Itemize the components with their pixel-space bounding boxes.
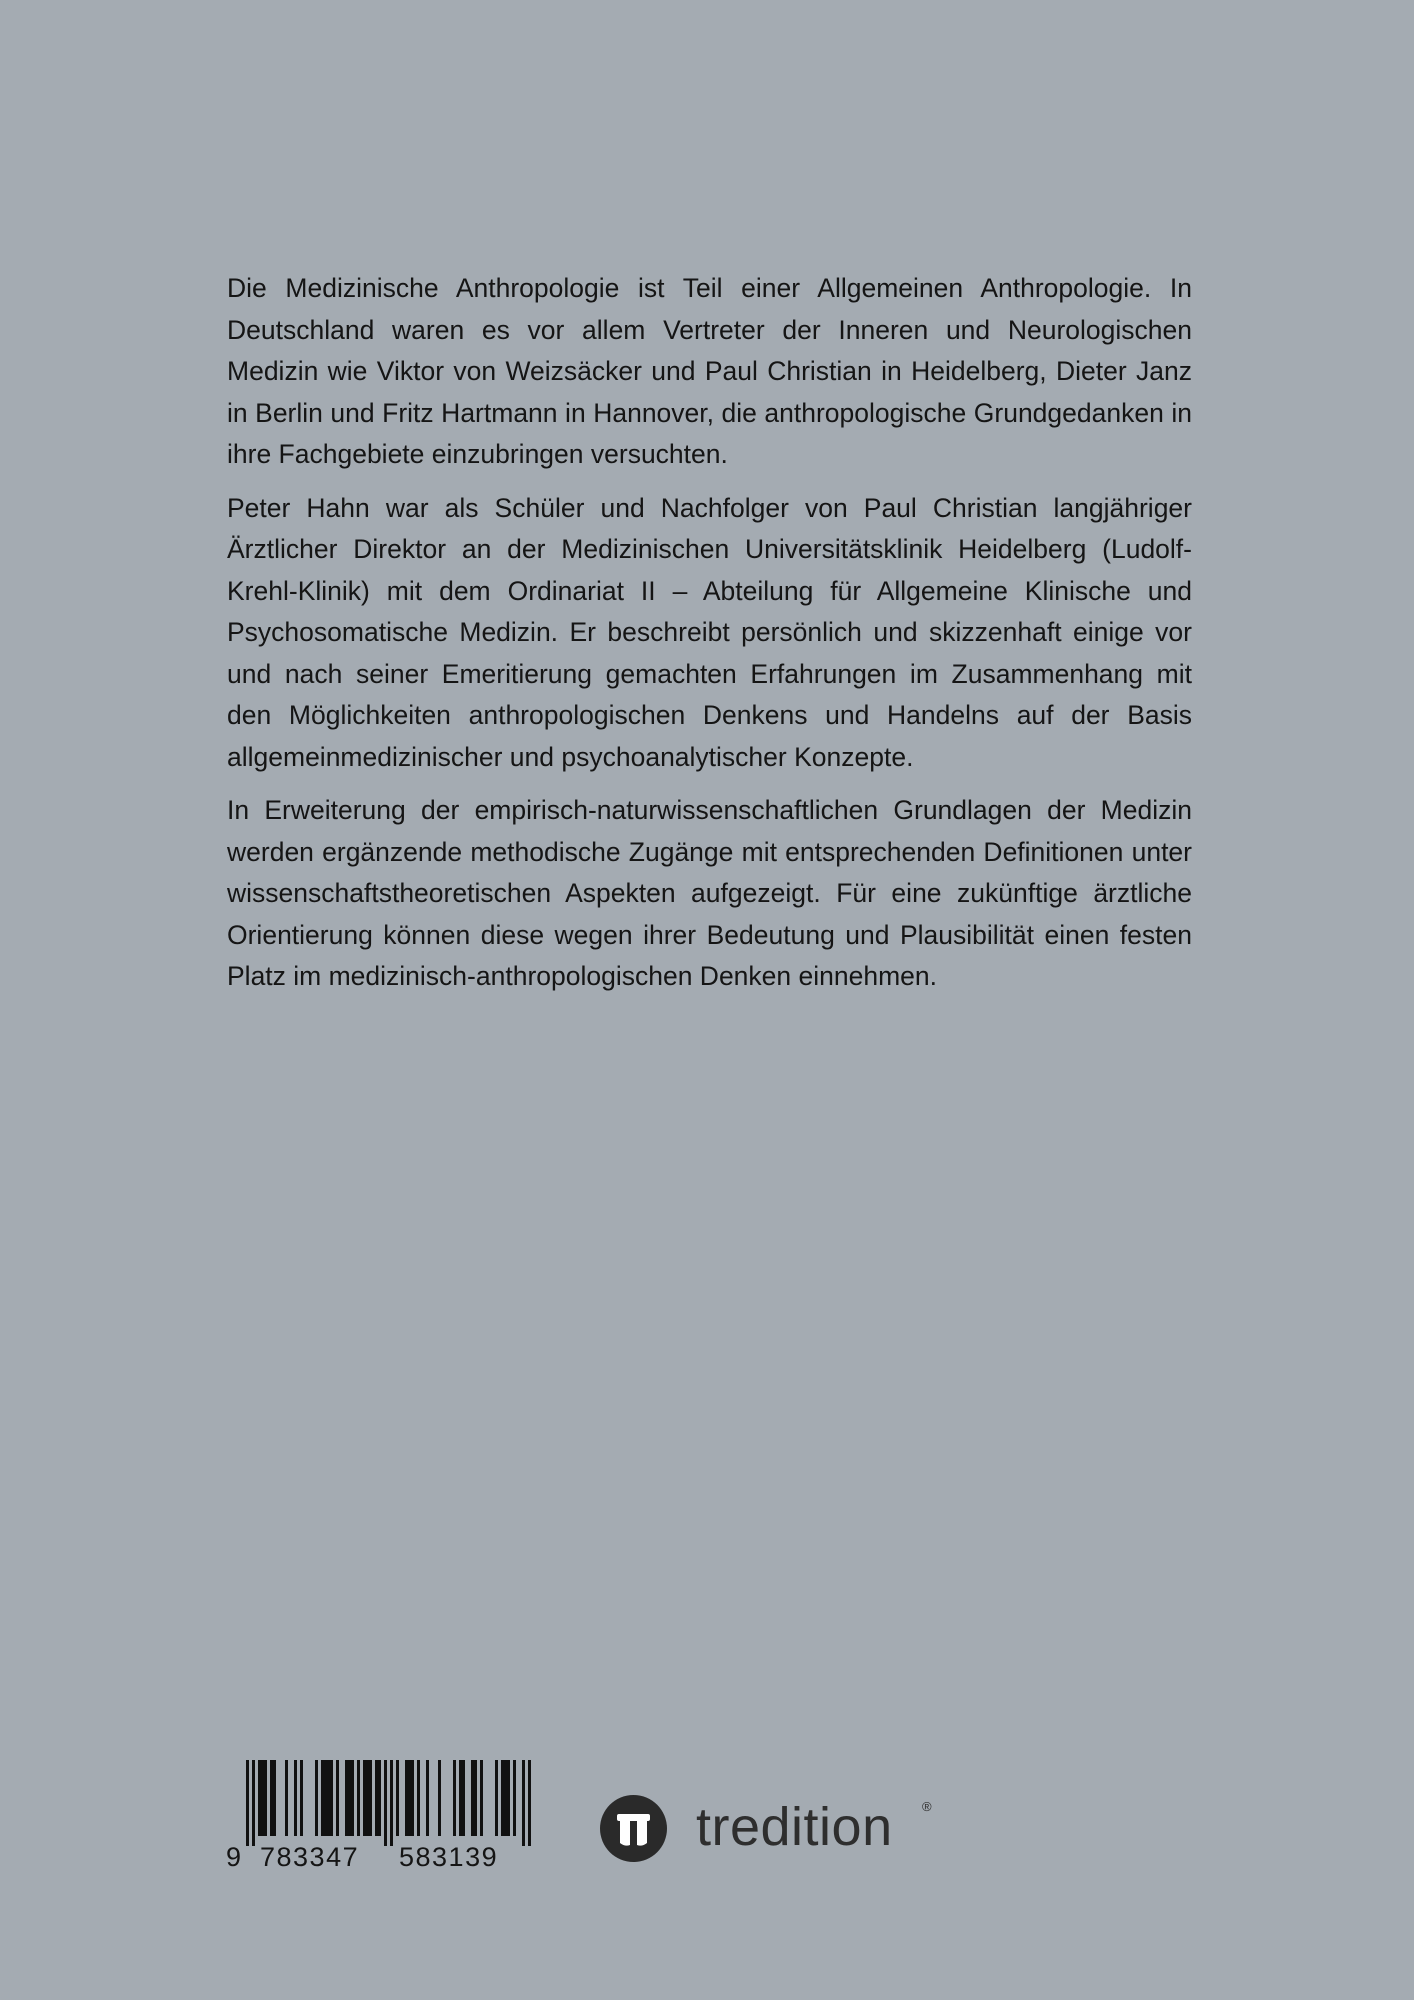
barcode-bar <box>300 1760 303 1836</box>
barcode-bar <box>384 1760 387 1846</box>
barcode-bar <box>321 1760 324 1836</box>
barcode-bar <box>501 1760 504 1836</box>
barcode-bar <box>357 1760 360 1836</box>
barcode-bar <box>408 1760 411 1836</box>
barcode-first-digit: 9 <box>226 1842 242 1872</box>
barcode-bar <box>258 1760 261 1836</box>
blurb-paragraph-1: Die Medizinische Anthropologie ist Teil einer Allgemeinen Anthropologie. In Deutschland waren es vor allem Vertreter der Inneren und Neurologischen Medizin wie Viktor von Weizsäcker und Paul Christian in Heidelberg, Dieter Janz in Berlin und Fritz Hartmann in Hannover, die anthropologische Grundgedanken in ihre Fachgebiete einzubringen versuchten. <box>227 273 1192 469</box>
barcode-bar <box>336 1760 339 1836</box>
tredition-logo-icon <box>600 1795 667 1862</box>
publisher-name: tredition <box>696 1797 893 1857</box>
barcode-bar <box>261 1760 264 1836</box>
barcode-bars <box>224 1760 534 1846</box>
barcode-bar <box>294 1760 297 1836</box>
barcode-bar <box>411 1760 414 1836</box>
barcode-bar <box>453 1760 456 1836</box>
barcode-bar <box>417 1760 420 1836</box>
barcode-bar <box>324 1760 327 1836</box>
barcode-bar <box>513 1760 516 1836</box>
barcode-bar <box>471 1760 474 1836</box>
barcode-bar <box>459 1760 462 1836</box>
barcode-bar <box>495 1760 498 1836</box>
blurb-paragraph-3: In Erweiterung der empirisch-naturwissenschaftlichen Grundlagen der Medizin werden ergänzende methodische Zugänge mit entsprechenden Definitionen unter wissenschaftstheoretischen Aspekten aufgezeigt. Für eine zukünftige ärztliche Orientierung können diese wegen ihrer Bedeutung und Plausibilität einen festen Platz im medizinisch-anthropologischen Denken einnehmen. <box>227 795 1192 991</box>
barcode-bar <box>426 1760 429 1836</box>
barcode-bar <box>363 1760 366 1836</box>
barcode-bar <box>315 1760 318 1836</box>
barcode-right-digits: 583139 <box>399 1842 499 1872</box>
barcode-bar <box>462 1760 465 1836</box>
blurb-text <box>227 268 1192 1010</box>
barcode-bar <box>246 1760 249 1846</box>
barcode-bar <box>390 1760 393 1846</box>
barcode-bar <box>351 1760 354 1836</box>
barcode-bar <box>396 1760 399 1836</box>
barcode-bar <box>507 1760 510 1836</box>
barcode-bar <box>504 1760 507 1836</box>
publisher-logo <box>600 1795 940 1865</box>
barcode-bar <box>522 1760 525 1846</box>
barcode-bar <box>273 1760 276 1836</box>
barcode-bar <box>366 1760 369 1836</box>
barcode-bar <box>327 1760 330 1836</box>
barcode-bar <box>270 1760 273 1836</box>
barcode-bar <box>528 1760 531 1846</box>
barcode-bar <box>474 1760 477 1836</box>
barcode-bar <box>252 1760 255 1846</box>
blurb-paragraph-2: Peter Hahn war als Schüler und Nachfolger von Paul Christian langjähriger Ärztlicher Direktor an der Medizinischen Universitätsklinik Heidelberg (Ludolf-Krehl-Klinik) mit dem Ordinariat II – Abteilung für Allgemeine Klinische und Psychosomatische Medizin. Er beschreibt persönlich und skizzenhaft einige vor und nach seiner Emeritierung gemachten Erfahrungen im Zusammenhang mit den Möglichkeiten anthropologischen Denkens und Handelns auf der Basis allgemeinmedizinischer und psychoanalytischer Konzepte. <box>227 492 1192 772</box>
barcode-left-digits: 783347 <box>260 1842 360 1872</box>
barcode-bar <box>369 1760 372 1836</box>
barcode-bar <box>375 1760 378 1836</box>
barcode-bar <box>345 1760 348 1836</box>
barcode-bar <box>378 1760 381 1836</box>
barcode-bar <box>348 1760 351 1836</box>
isbn-barcode <box>224 1760 534 1876</box>
barcode-bar <box>438 1760 441 1836</box>
barcode-bar <box>480 1760 483 1836</box>
barcode-bar <box>330 1760 333 1836</box>
barcode-bar <box>405 1760 408 1836</box>
barcode-bar <box>264 1760 267 1836</box>
registered-mark: ® <box>922 1799 932 1814</box>
barcode-bar <box>285 1760 288 1836</box>
